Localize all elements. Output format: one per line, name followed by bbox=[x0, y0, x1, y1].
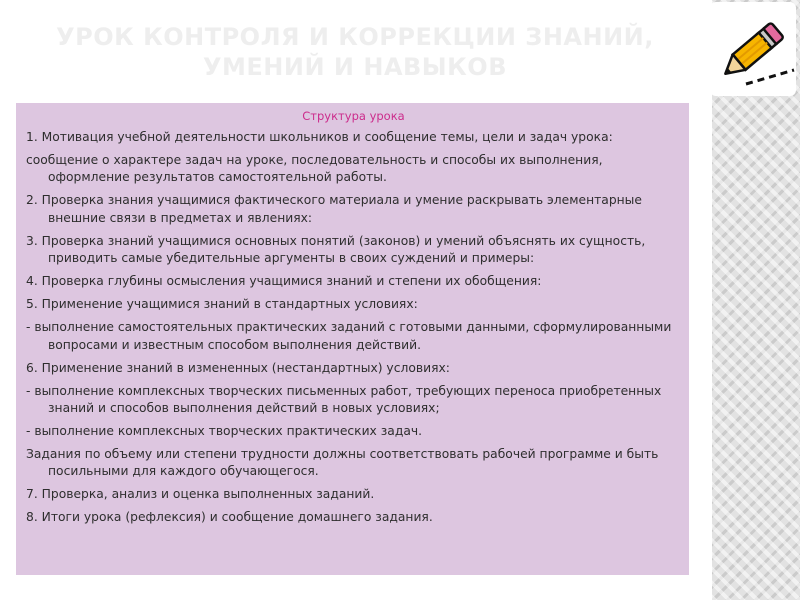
structure-item: 4. Проверка глубины осмысления учащимися знаний и степени их обобщения: bbox=[26, 274, 542, 289]
structure-item: Задания по объему или степени трудности должны соответствовать рабочей программе и быть посильными для каждого обучающегося. bbox=[26, 447, 659, 479]
structure-item: 1. Мотивация учебной деятельности школьников и сообщение темы, цели и задач урока: bbox=[26, 130, 613, 144]
box-heading: Структура урока bbox=[302, 109, 405, 123]
structure-item: - выполнение самостоятельных практических заданий с готовыми данными, сформулированными вопросами и известным способом выполнения действий. bbox=[26, 320, 672, 352]
pencil-icon bbox=[706, 0, 800, 100]
structure-item: 7. Проверка, анализ и оценка выполненных заданий. bbox=[26, 487, 375, 502]
structure-item: - выполнение комплексных творческих практических задач. bbox=[26, 424, 423, 439]
structure-item: 2. Проверка знания учащимися фактического материала и умение раскрывать элементарные внешние связи в предметах и явлениях: bbox=[26, 193, 642, 225]
structure-item: сообщение о характере задач на уроке, последовательность и способы их выполнения, оформление результатов самостоятельной работы. bbox=[26, 153, 603, 185]
structure-item: 5. Применение учащимися знаний в стандартных условиях: bbox=[26, 297, 418, 312]
lesson-structure-box bbox=[16, 103, 689, 575]
slide-title: УРОК КОНТРОЛЯ И КОРРЕКЦИИ ЗНАНИЙ, УМЕНИЙ И НАВЫКОВ bbox=[56, 23, 654, 81]
structure-item: 3. Проверка знаний учащимися основных понятий (законов) и умений объяснять их сущность, приводить самые убедительные аргументы в своих суждений и примеры: bbox=[26, 233, 646, 266]
structure-item: 6. Применение знаний в измененных (нестандартных) условиях: bbox=[26, 360, 450, 375]
structure-item: 8. Итоги урока (рефлексия) и сообщение домашнего задания. bbox=[26, 510, 433, 525]
structure-item: - выполнение комплексных творческих письменных работ, требующих переноса приобретенных знаний и способов выполнения действий в новых условиях; bbox=[26, 383, 662, 416]
